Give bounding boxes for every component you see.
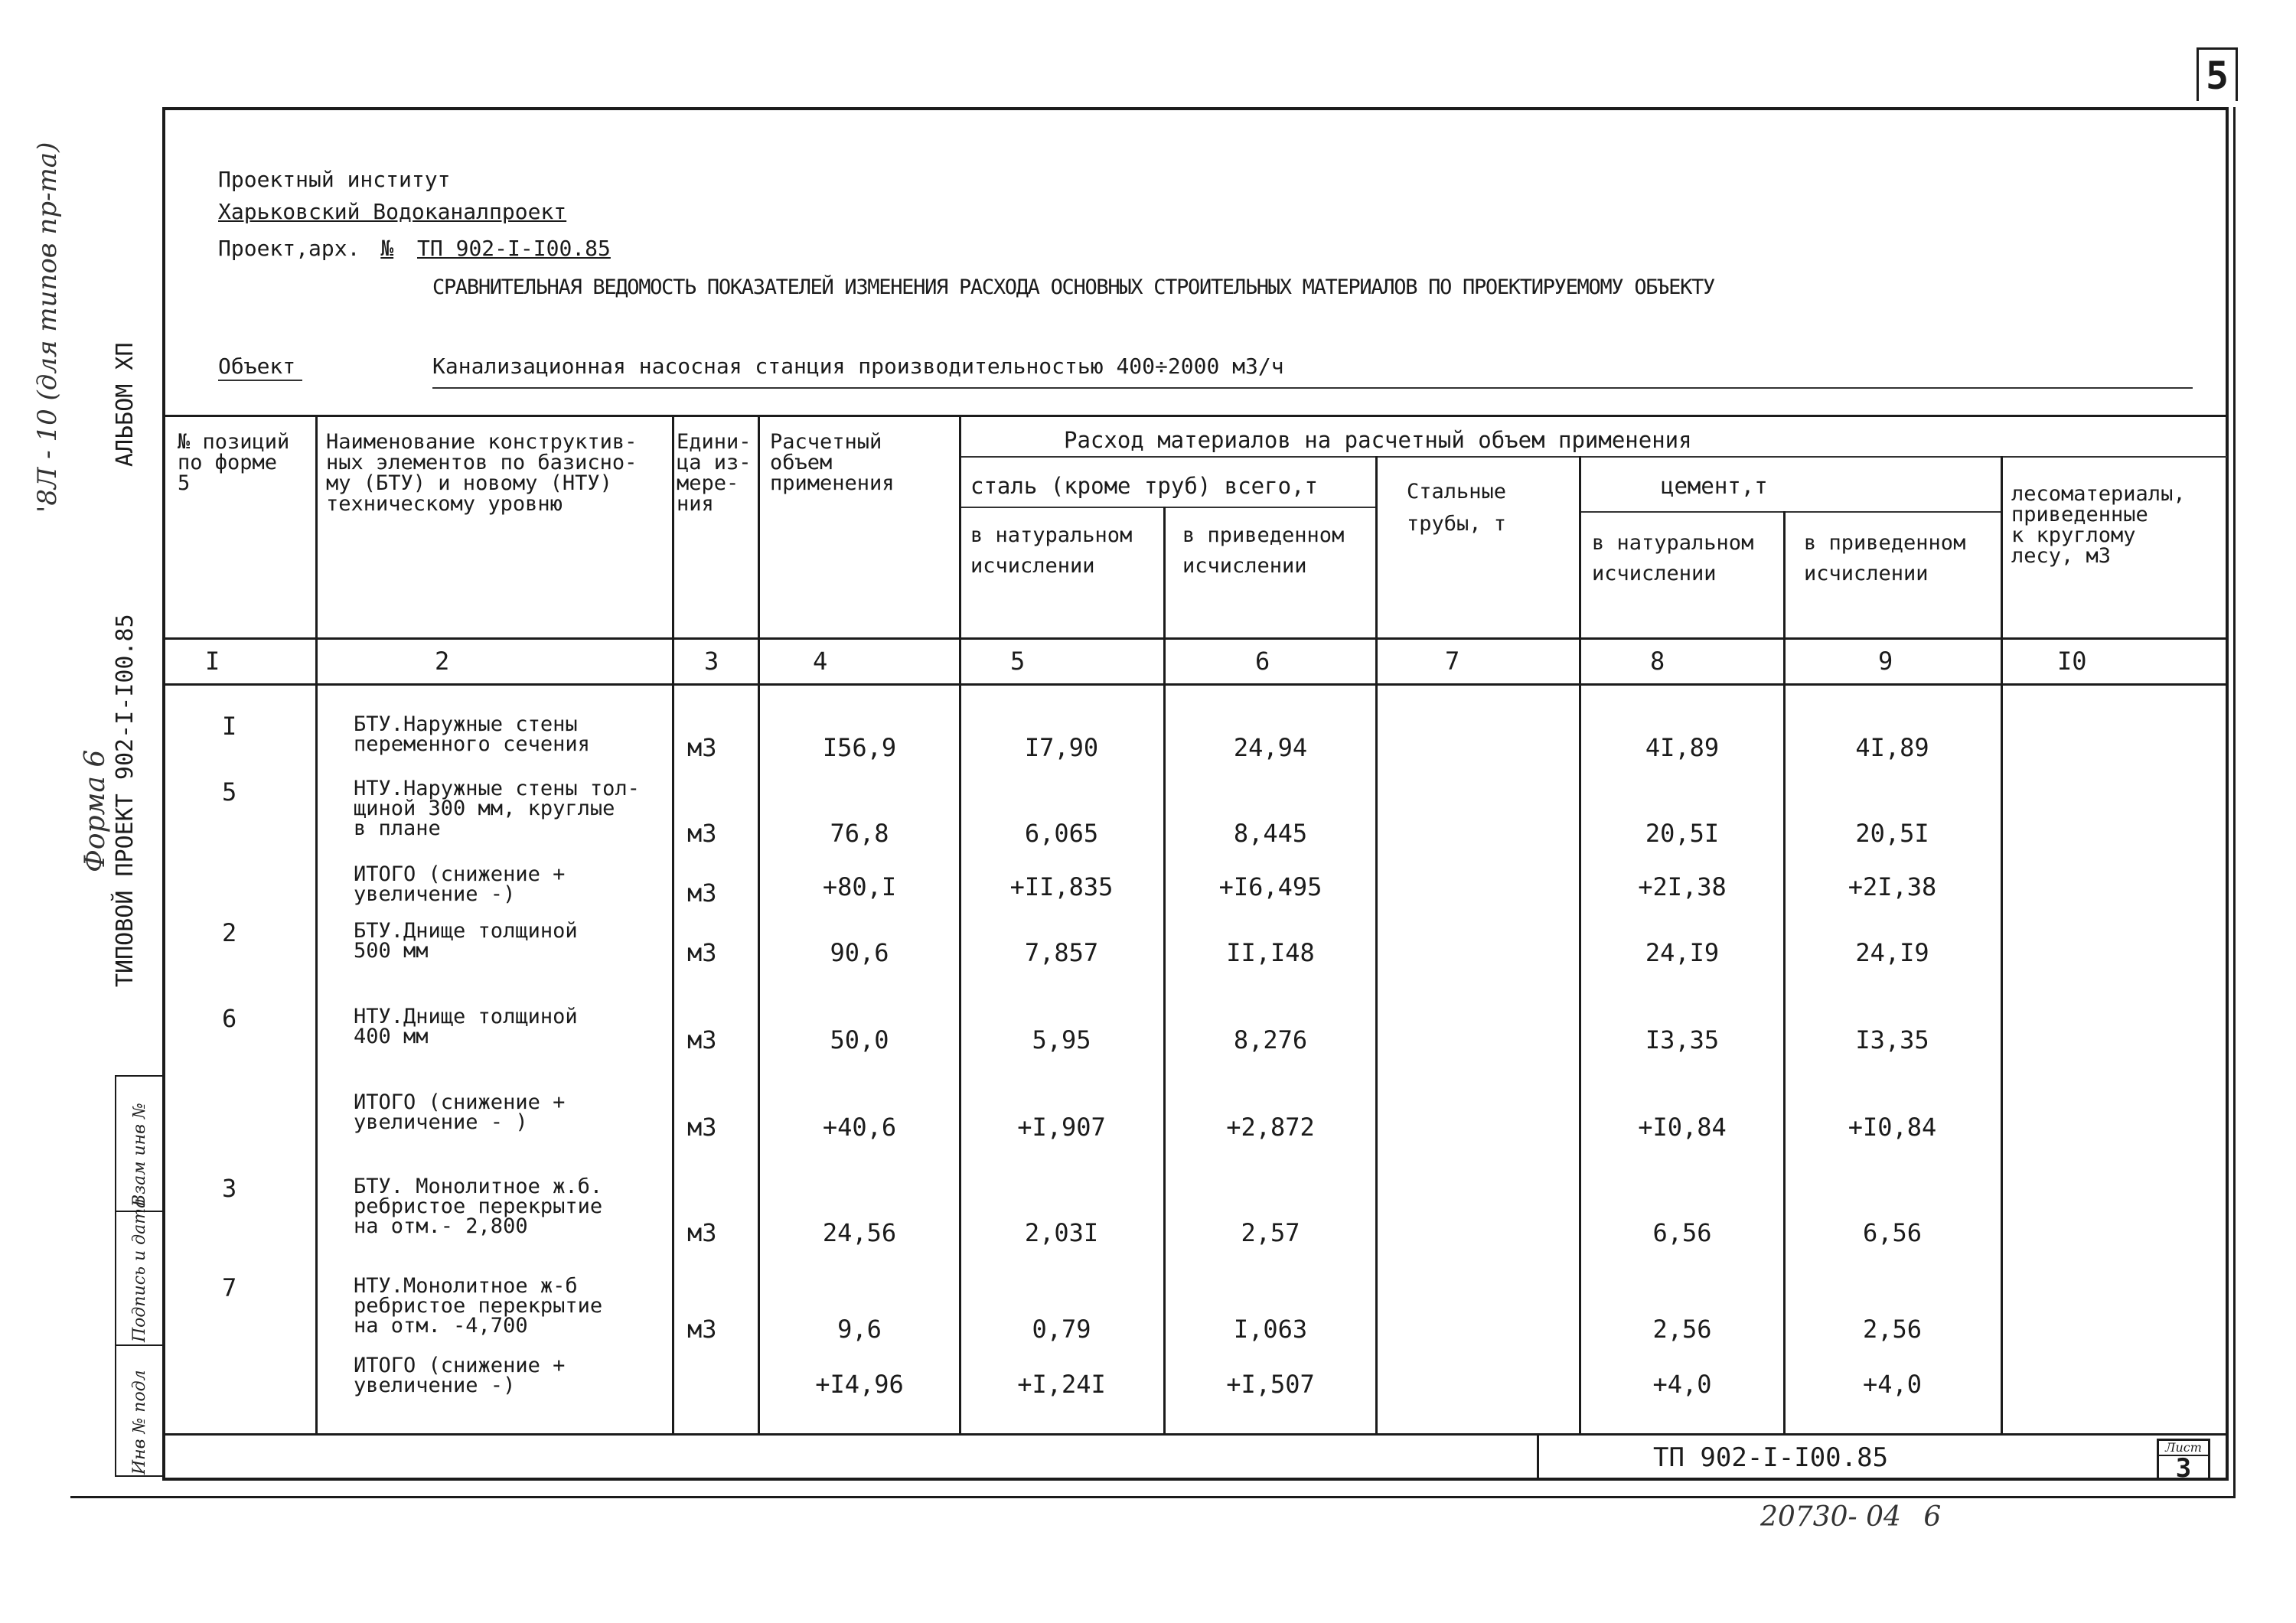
project-code: ТП 902-I-I00.85 <box>417 236 611 261</box>
table-cell-steel-nat: +I,907 <box>1017 1113 1106 1142</box>
column-number: 7 <box>1445 647 1460 676</box>
table-cell-unit: м3 <box>687 733 717 762</box>
column-number: 9 <box>1878 647 1893 676</box>
table-cell-steel-red: 24,94 <box>1233 733 1308 762</box>
col-divider-5 <box>1163 507 1166 1433</box>
table-cell-steel-red: II,I48 <box>1226 938 1315 967</box>
table-cell-name: ИТОГО (снижение + увеличение -) <box>354 862 566 906</box>
table-cell-cement-nat: 2,56 <box>1652 1315 1712 1344</box>
table-cell-name: НТУ.Наружные стены тол- щиной 300 мм, круглые в плане <box>354 777 640 840</box>
sheet-box <box>2157 1439 2210 1484</box>
table-cell-cement-red: 2,56 <box>1862 1315 1923 1344</box>
project-vertical-label: ТИПОВОЙ ПРОЕКТ 902-I-I00.85 <box>112 614 139 987</box>
object-value: Канализационная насосная станция производительностью 400÷2000 м3/ч <box>432 354 1284 379</box>
table-cell-steel-nat: 2,03I <box>1024 1218 1099 1247</box>
approval-stamp <box>115 1075 164 1477</box>
object-underline <box>432 387 2193 389</box>
column-number: I <box>205 647 220 676</box>
table-cell-cement-red: +I0,84 <box>1848 1113 1937 1142</box>
col-divider-2 <box>672 415 674 1433</box>
col-divider-4 <box>959 415 961 1433</box>
album-label: АЛЬБОМ ХП <box>112 342 139 467</box>
corner-page-number: 5 <box>2197 47 2238 101</box>
table-cell-pos: 6 <box>222 1004 237 1033</box>
sheet-label: Лист <box>2159 1441 2208 1456</box>
column-number: 6 <box>1255 647 1270 676</box>
table-cell-steel-red: 8,445 <box>1233 819 1308 848</box>
table-cell-steel-nat: +II,835 <box>1009 872 1114 901</box>
table-cell-unit: м3 <box>687 938 717 967</box>
archive-page: 6 <box>1923 1501 1942 1533</box>
table-cell-unit: м3 <box>687 1113 717 1142</box>
table-cell-volume: 9,6 <box>837 1315 882 1344</box>
table-cell-cement-red: I3,35 <box>1855 1025 1929 1054</box>
object-label-underline <box>218 380 302 381</box>
table-cell-name: БТУ.Наружные стены переменного сечения <box>354 712 590 756</box>
table-cell-name: НТУ.Монолитное ж-б ребристое перекрытие на отм. -4,700 <box>354 1274 603 1338</box>
object-label: Объект <box>218 354 296 379</box>
table-bottom-border <box>165 1433 2227 1436</box>
table-cell-steel-red: +I,507 <box>1226 1370 1315 1399</box>
table-cell-volume: +I4,96 <box>815 1370 904 1399</box>
table-cell-cement-nat: 4I,89 <box>1645 733 1720 762</box>
table-cell-steel-nat: +I,24I <box>1017 1370 1106 1399</box>
col-divider-1 <box>315 415 318 1433</box>
table-cell-name: ИТОГО (снижение + увеличение -) <box>354 1354 566 1397</box>
header-cement: цемент,т <box>1661 473 1768 499</box>
col-divider-7 <box>1579 456 1581 1433</box>
table-cell-cement-red: +4,0 <box>1862 1370 1923 1399</box>
group-header-divider <box>960 456 2227 458</box>
archive-number <box>1760 1501 1941 1533</box>
table-cell-cement-nat: 24,I9 <box>1645 938 1720 967</box>
header-name: Наименование конструктив- ных элементов по базисно- му (БТУ) и новому (НТУ) техническому уровню <box>326 430 638 516</box>
table-cell-cement-nat: +2I,38 <box>1638 872 1727 901</box>
cement-subheader-divider <box>1581 511 2002 513</box>
table-cell-unit: м3 <box>687 878 717 908</box>
col-divider-3 <box>758 415 760 1433</box>
header-timber: лесоматериалы, приведенные к круглому лесу, м3 <box>2011 482 2186 568</box>
table-cell-pos: 2 <box>222 918 237 947</box>
table-cell-volume: +80,I <box>822 872 897 901</box>
steel-subheader-divider <box>960 507 1378 508</box>
table-cell-name: НТУ.Днище толщиной 400 мм <box>354 1005 578 1048</box>
table-cell-unit: м3 <box>687 1025 717 1054</box>
header-steel: сталь (кроме труб) всего,т <box>970 473 1318 499</box>
table-cell-volume: 50,0 <box>830 1025 889 1054</box>
table-cell-name: БТУ. Монолитное ж.б. ребристое перекрытие на отм.- 2,800 <box>354 1175 603 1238</box>
column-number: 2 <box>435 647 450 676</box>
table-cell-cement-nat: 20,5I <box>1645 819 1720 848</box>
table-cell-name: ИТОГО (снижение + увеличение - ) <box>354 1090 566 1134</box>
table-cell-cement-red: 24,I9 <box>1855 938 1929 967</box>
table-cell-cement-nat: 6,56 <box>1652 1218 1712 1247</box>
column-number: I0 <box>2057 647 2087 676</box>
header-pos: № позиций по форме 5 <box>178 430 290 495</box>
table-cell-steel-nat: 5,95 <box>1032 1025 1091 1054</box>
footer-doc-code: ТП 902-I-I00.85 <box>1653 1442 1889 1473</box>
header-steel-nat: в натуральном исчислении <box>970 523 1133 578</box>
table-cell-cement-nat: +I0,84 <box>1638 1113 1727 1142</box>
table-cell-cement-red: 20,5I <box>1855 819 1929 848</box>
handwritten-forma-label: Форма 6 <box>80 749 111 872</box>
header-volume: Расчетный объем применения <box>770 430 895 495</box>
table-cell-steel-nat: 0,79 <box>1032 1315 1091 1344</box>
column-numbers-bottom-border <box>165 683 2227 686</box>
table-cell-cement-nat: I3,35 <box>1645 1025 1720 1054</box>
col-divider-8 <box>1783 511 1786 1433</box>
table-cell-cement-red: 4I,89 <box>1855 733 1929 762</box>
table-cell-pos: 5 <box>222 777 237 807</box>
archive-number-value: 20730- 04 <box>1760 1501 1901 1533</box>
col-divider-6 <box>1375 456 1378 1433</box>
header-bottom-border <box>165 637 2227 640</box>
stamp-divider <box>116 1344 162 1346</box>
table-cell-cement-red: 6,56 <box>1862 1218 1923 1247</box>
table-top-border <box>165 415 2227 417</box>
table-cell-volume: 90,6 <box>830 938 889 967</box>
table-cell-volume: +40,6 <box>822 1113 897 1142</box>
stamp-cell-vzam: Взам инв № <box>130 1103 149 1207</box>
column-number: 8 <box>1650 647 1665 676</box>
header-cement-red: в приведенном исчислении <box>1804 531 1966 585</box>
table-cell-steel-red: 2,57 <box>1241 1218 1300 1247</box>
table-cell-unit: м3 <box>687 1315 717 1344</box>
table-cell-unit: м3 <box>687 1218 717 1247</box>
header-steel-red: в приведенном исчислении <box>1182 523 1345 578</box>
project-prefix: Проект,арх. <box>218 236 360 261</box>
table-cell-steel-nat: 7,857 <box>1024 938 1099 967</box>
project-no-mark: № <box>380 236 394 261</box>
table-cell-volume: I56,9 <box>822 733 897 762</box>
table-cell-cement-nat: +4,0 <box>1652 1370 1712 1399</box>
column-number: 5 <box>1010 647 1026 676</box>
table-cell-pos: I <box>222 712 237 741</box>
table-cell-pos: 3 <box>222 1174 237 1203</box>
table-cell-cement-red: +2I,38 <box>1848 872 1937 901</box>
institute-label: Проектный институт <box>218 167 451 192</box>
title-block-divider <box>1537 1433 1539 1481</box>
col-divider-9 <box>2001 456 2003 1433</box>
handwritten-margin-note: '8Л - 10 (для типов пр-та) <box>32 142 63 513</box>
table-cell-steel-red: I,063 <box>1233 1315 1308 1344</box>
header-unit: Едини- ца из- мере- ния <box>677 430 752 516</box>
stamp-cell-inv: Инв № подл <box>130 1370 149 1475</box>
table-cell-pos: 7 <box>222 1273 237 1302</box>
document-title: СРАВНИТЕЛЬНАЯ ВЕДОМОСТЬ ПОКАЗАТЕЛЕЙ ИЗМЕНЕНИЯ РАСХОДА ОСНОВНЫХ СТРОИТЕЛЬНЫХ МАТЕРИАЛОВ ПО ПРОЕКТИРУЕМОМУ ОБЪЕКТУ <box>432 275 1715 299</box>
table-cell-steel-red: +2,872 <box>1226 1113 1315 1142</box>
table-cell-name: БТУ.Днище толщиной 500 мм <box>354 919 578 963</box>
sheet-number: 3 <box>2175 1453 2192 1484</box>
table-cell-steel-nat: 6,065 <box>1024 819 1099 848</box>
header-group: Расход материалов на расчетный объем применения <box>1064 427 1692 453</box>
table-cell-steel-red: +I6,495 <box>1218 872 1322 901</box>
table-cell-volume: 76,8 <box>830 819 889 848</box>
header-pipes: Стальные трубы, т <box>1407 480 1507 536</box>
column-number: 3 <box>704 647 719 676</box>
header-cement-nat: в натуральном исчислении <box>1592 531 1754 585</box>
table-cell-unit: м3 <box>687 819 717 848</box>
table-cell-volume: 24,56 <box>822 1218 897 1247</box>
stamp-cell-signature: Подпись и дата <box>130 1198 149 1342</box>
column-number: 4 <box>813 647 828 676</box>
institute-name: Харьковский Водоканалпроект <box>218 199 567 224</box>
table-cell-steel-red: 8,276 <box>1233 1025 1308 1054</box>
table-cell-steel-nat: I7,90 <box>1024 733 1099 762</box>
project-line <box>218 236 611 261</box>
